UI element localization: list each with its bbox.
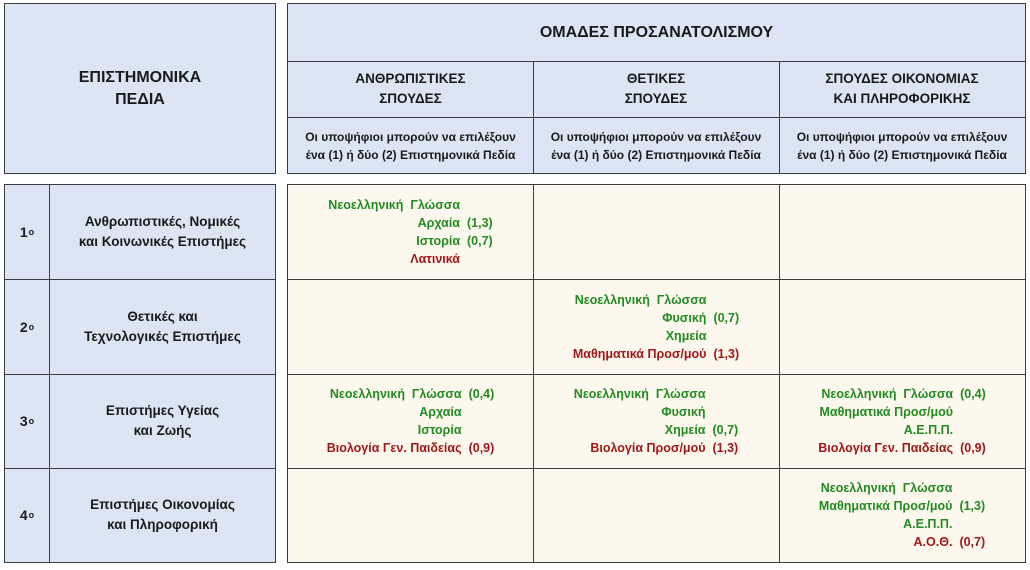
subject-weight: (0,9): [468, 441, 495, 455]
subject-name: Χημεία: [664, 423, 706, 437]
subject-name: Νεοελληνική Γλώσσα: [574, 292, 707, 307]
subject-weight: [462, 421, 495, 439]
subject-cell: [533, 185, 779, 279]
subject-list: [327, 385, 495, 457]
field-name: Επιστήμες Οικονομίας και Πληροφορική: [90, 497, 235, 532]
field-name: Επιστήμες Υγείας και Ζωής: [105, 403, 220, 438]
subject-list: [328, 196, 492, 268]
subject-weight: (0,4): [960, 387, 986, 401]
field-number-ordinal: ο: [28, 227, 35, 237]
subject-name: Ιστορία: [416, 234, 460, 248]
subject-weight: (0,7): [712, 423, 739, 437]
subject-cell: [288, 185, 533, 279]
subject-weight: (1,3): [959, 499, 986, 513]
field-number-ordinal: ο: [28, 321, 35, 332]
group-name-humanities: ΑΝΘΡΩΠΙΣΤΙΚΕΣ ΣΠΟΥΔΕΣ: [355, 71, 466, 106]
field-number: 4: [19, 507, 28, 523]
groups-header-box: [287, 3, 1026, 174]
subject-weight: [462, 403, 495, 421]
subject-weight: [952, 479, 985, 497]
group-note-economics: Οι υποψήφιοι μπορούν να επιλέξουν ένα (1) ή δύο (2) Επιστημονικά Πεδία: [796, 129, 1008, 162]
subject-cell: [288, 468, 533, 562]
subject-name: Βιολογία Γεν. Παιδείας: [326, 441, 462, 455]
field-number-ordinal: ο: [28, 510, 35, 520]
subject-weight: (0,7): [467, 234, 493, 248]
field-number: 1: [19, 224, 28, 240]
field-name: Θετικές και Τεχνολογικές Επιστήμες: [84, 308, 241, 344]
subject-cell: [288, 374, 533, 468]
subject-name: Χημεία: [665, 328, 707, 343]
subject-weight: (0,9): [960, 441, 986, 455]
subject-weight: (1,3): [713, 346, 740, 361]
subject-name: Νεοελληνική Γλώσσα: [821, 387, 954, 401]
subject-list: [574, 385, 738, 457]
subject-cell: [533, 279, 779, 374]
subject-list: [818, 385, 986, 457]
subject-name: Νεοελληνική Γλώσσα: [329, 387, 462, 401]
subject-cell: [533, 468, 779, 562]
fields-header-box: [4, 3, 276, 174]
subject-weight: (1,3): [712, 441, 739, 455]
subject-name: Αρχαία: [417, 216, 460, 230]
subject-weight: [952, 515, 985, 533]
group-note-sciences: Οι υποψήφιοι μπορούν να επιλέξουν ένα (1) ή δύο (2) Επιστημονικά Πεδία: [550, 129, 762, 162]
subject-weight: (0,4): [468, 387, 495, 401]
subject-name: Αρχαία: [419, 405, 462, 419]
subject-name: Μαθηματικά Προσ/μού: [818, 499, 953, 513]
subject-cell: [288, 279, 533, 374]
subject-weight: [953, 403, 986, 421]
subject-name: Α.Ε.Π.Π.: [903, 423, 954, 437]
subject-cell: [779, 468, 1025, 562]
group-name-economics: ΣΠΟΥΔΕΣ ΟΙΚΟΝΟΜΙΑΣ ΚΑΙ ΠΛΗΡΟΦΟΡΙΚΗΣ: [825, 71, 979, 106]
subject-name: Μαθηματικά Προσ/μού: [572, 346, 707, 361]
subject-name: Φυσική: [661, 405, 706, 419]
subject-name: Α.Ο.Θ.: [913, 535, 953, 549]
subject-name: Βιολογία Γεν. Παιδείας: [818, 441, 954, 455]
subject-weight: (0,7): [959, 535, 986, 549]
subject-cell: [779, 374, 1025, 468]
subject-cell: [779, 279, 1025, 374]
subject-weight: [953, 421, 986, 439]
subject-weight: [460, 196, 493, 214]
subject-cell: [533, 374, 779, 468]
subject-weight: [706, 291, 739, 309]
subject-list: [819, 479, 985, 551]
subject-cell: [779, 185, 1025, 279]
subject-weight: [460, 250, 493, 268]
subject-weight: (0,7): [713, 310, 740, 325]
subject-name: Νεοελληνική Γλώσσα: [573, 387, 706, 401]
field-number: 2: [19, 318, 28, 335]
subject-weight: (1,3): [467, 216, 493, 230]
subjects-grid: [287, 184, 1026, 563]
subject-name: Ιστορία: [417, 423, 462, 437]
subject-weight: [706, 327, 739, 345]
field-number: 3: [19, 413, 28, 429]
fields-header-title: ΕΠΙΣΤΗΜΟΝΙΚΑ ΠΕΔΙΑ: [78, 68, 202, 108]
subject-name: Α.Ε.Π.Π.: [903, 517, 953, 531]
group-note-humanities: Οι υποψήφιοι μπορούν να επιλέξουν ένα (1) ή δύο (2) Επιστημονικά Πεδία: [305, 129, 516, 162]
groups-header-title: ΟΜΑΔΕΣ ΠΡΟΣΑΝΑΤΟΛΙΣΜΟΥ: [539, 23, 774, 41]
subject-name: Μαθηματικά Προσ/μού: [819, 405, 954, 419]
fields-list-box: [4, 184, 276, 563]
subject-name: Βιολογία Προσ/μού: [590, 441, 706, 455]
subject-name: Λατινικά: [410, 252, 460, 266]
subject-name: Φυσική: [662, 310, 707, 325]
subject-weight: [706, 385, 739, 403]
subject-name: Νεοελληνική Γλώσσα: [820, 481, 953, 495]
group-name-sciences: ΘΕΤΙΚΕΣ ΣΠΟΥΔΕΣ: [624, 71, 688, 106]
subject-name: Νεοελληνική Γλώσσα: [328, 198, 460, 212]
subject-weight: [706, 403, 739, 421]
field-number-ordinal: ο: [28, 416, 35, 426]
field-name: Ανθρωπιστικές, Νομικές και Κοινωνικές Επιστήμες: [78, 214, 247, 249]
subject-list: [573, 291, 739, 363]
